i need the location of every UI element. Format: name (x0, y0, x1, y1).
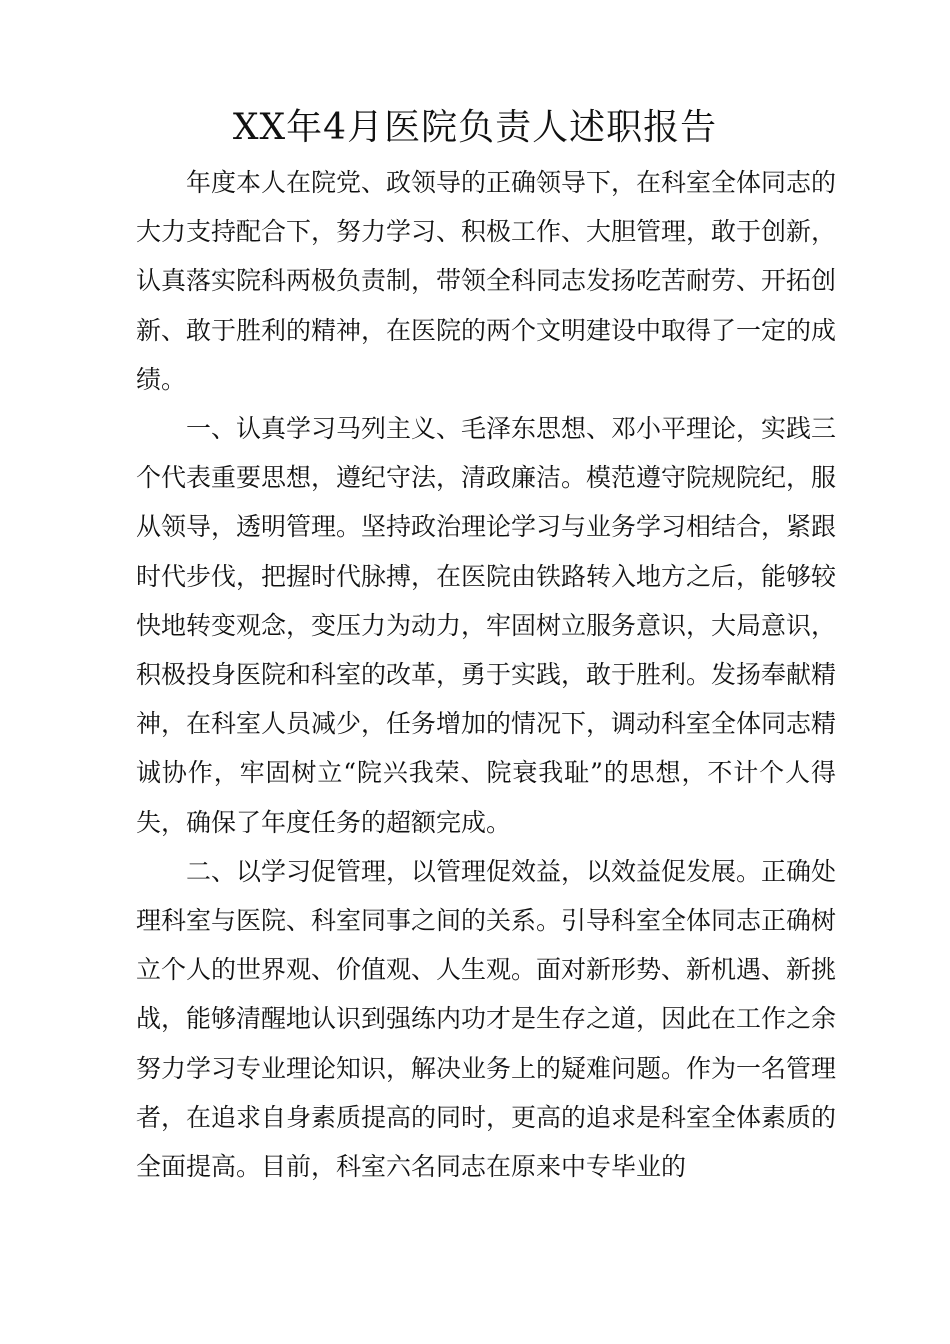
document-title: XX年4月医院负责人述职报告 (232, 107, 718, 148)
paragraph-section-one: 一、认真学习马列主义、毛泽东思想、邓小平理论，实践三个代表重要思想，遵纪守法，清政廉洁。模范遵守院规院纪，服从领导，透明管理。坚持政治理论学习与业务学习相结合，紧跟时代步伐，把握时代脉搏，在医院由铁路转入地方之后，能够较快地转变观念，变压力为动力，牢固树立服务意识，大局意识，积极投身医院和科室的改革，勇于实践，敢于胜利。发扬奉献精神，在科室人员减少，任务增加的情况下，调动科室全体同志精诚协作，牢固树立“院兴我荣、院衰我耻”的思想，不计个人得失，确保了年度任务的超额完成。 (136, 414, 837, 837)
paragraph-intro: 年度本人在院党、政领导的正确领导下，在科室全体同志的大力支持配合下，努力学习、积极工作、大胆管理，敢于创新，认真落实院科两极负责制，带领全科同志发扬吃苦耐劳、开拓创新、敢于胜利的精神，在医院的两个文明建设中取得了一定的成绩。 (136, 168, 837, 394)
paragraph-section-two: 二、以学习促管理，以管理促效益，以效益促发展。正确处理科室与医院、科室同事之间的关系。引导科室全体同志正确树立个人的世界观、价值观、人生观。面对新形势、新机遇、新挑战，能够清醒地认识到强练内功才是生存之道，因此在工作之余努力学习专业理论知识，解决业务上的疑难问题。作为一名管理者，在追求自身素质提高的同时，更高的追求是科室全体素质的全面提高。目前，科室六名同志在原来中专毕业的 (136, 856, 837, 1182)
document-body (136, 158, 836, 1191)
